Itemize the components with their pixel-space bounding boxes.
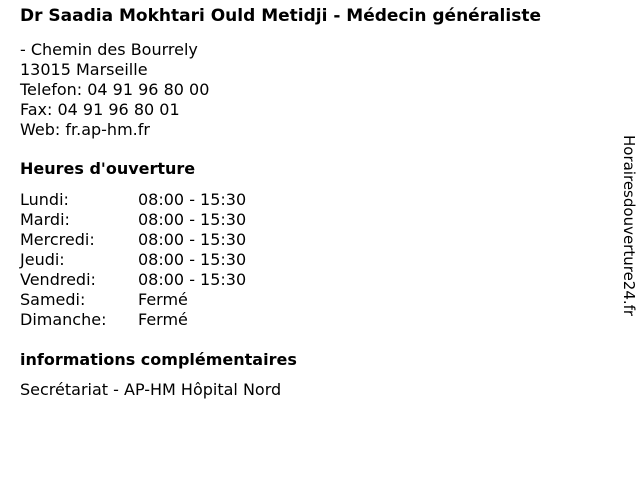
site-watermark: Horairesdouverture24.fr [620,135,638,317]
day-hours: Fermé [138,310,188,329]
day-hours: 08:00 - 15:30 [138,270,247,289]
day-hours: Fermé [138,290,188,309]
opening-hours-table [20,190,600,330]
fax-number: Fax: 04 91 96 80 01 [20,100,180,119]
day-label: Lundi: [20,190,69,209]
hours-row-monday [20,190,600,210]
day-label: Mercredi: [20,230,95,249]
hours-row-tuesday [20,210,600,230]
hours-row-saturday [20,290,600,310]
day-label: Dimanche: [20,310,107,329]
day-hours: 08:00 - 15:30 [138,230,247,249]
city-postal-code: 13015 Marseille [20,60,148,79]
website-link[interactable]: Web: fr.ap-hm.fr [20,120,150,139]
day-hours: 08:00 - 15:30 [138,250,247,269]
day-hours: 08:00 - 15:30 [138,190,247,209]
additional-info-heading: informations complémentaires [20,350,297,369]
day-label: Vendredi: [20,270,96,289]
phone-number[interactable]: Telefon: 04 91 96 80 00 [20,80,210,99]
day-hours: 08:00 - 15:30 [138,210,247,229]
hours-row-thursday [20,250,600,270]
hours-row-wednesday [20,230,600,250]
opening-hours-heading: Heures d'ouverture [20,159,196,178]
page-title: Dr Saadia Mokhtari Ould Metidji - Médecin généraliste [20,6,541,26]
day-label: Samedi: [20,290,86,309]
hours-row-friday [20,270,600,290]
day-label: Mardi: [20,210,70,229]
business-listing [20,6,600,400]
additional-info-text: Secrétariat - AP-HM Hôpital Nord [20,380,282,399]
day-label: Jeudi: [20,250,65,269]
street-address: - Chemin des Bourrely [20,40,198,59]
hours-row-sunday [20,310,600,330]
contact-block [20,40,600,140]
